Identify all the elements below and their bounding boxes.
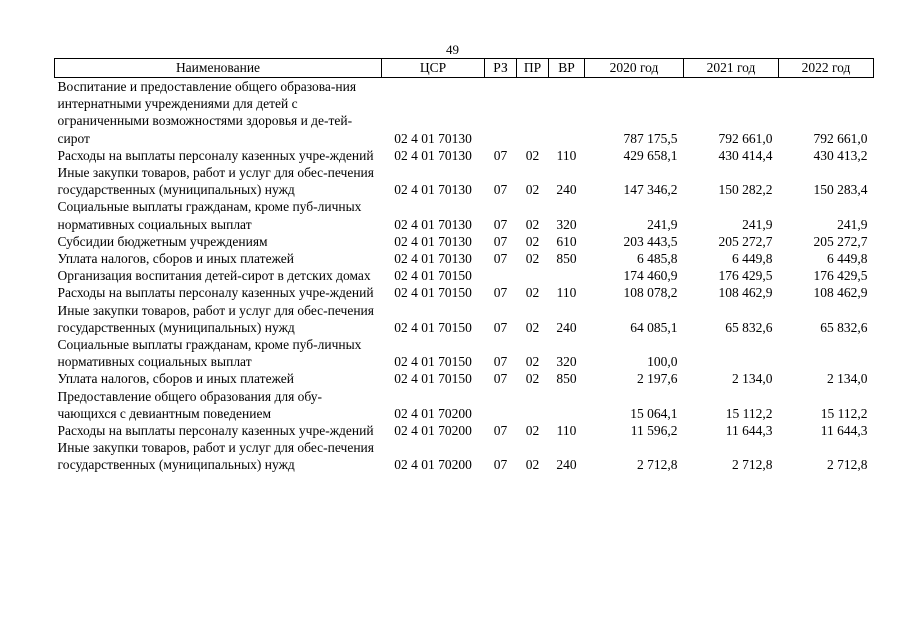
header-2021: 2021 год bbox=[684, 59, 779, 78]
row-name: Уплата налогов, сборов и иных платежей bbox=[57, 251, 294, 267]
table-row bbox=[55, 388, 874, 422]
row-vr: 240 bbox=[556, 182, 577, 198]
row-rz: 07 bbox=[493, 251, 508, 267]
row-name: Субсидии бюджетным учреждениям bbox=[57, 233, 268, 249]
table-row bbox=[55, 370, 874, 387]
row-pr: 02 bbox=[525, 457, 540, 473]
row-rz: 07 bbox=[493, 457, 508, 473]
row-rz bbox=[485, 388, 517, 422]
row-value-2021: 430 414,4 bbox=[718, 147, 773, 163]
row-vr: 850 bbox=[556, 251, 577, 267]
row-csr: 02 4 01 70200 bbox=[394, 457, 472, 473]
row-pr: 02 bbox=[525, 423, 540, 439]
row-value-2020: 429 658,1 bbox=[623, 147, 678, 163]
row-name: Иные закупки товаров, работ и услуг для обес-печения государственных (муниципальных) нужд bbox=[57, 440, 374, 473]
row-name: Социальные выплаты гражданам, кроме пуб-личных нормативных социальных выплат bbox=[57, 337, 362, 370]
header-2020: 2020 год bbox=[585, 59, 684, 78]
row-pr: 02 bbox=[525, 251, 540, 267]
row-rz: 07 bbox=[493, 371, 508, 387]
row-value-2020: 11 596,2 bbox=[630, 423, 678, 439]
row-vr: 110 bbox=[556, 147, 577, 163]
row-csr: 02 4 01 70130 bbox=[394, 182, 472, 198]
table-row bbox=[55, 439, 874, 473]
row-pr: 02 bbox=[525, 319, 540, 335]
row-csr: 02 4 01 70130 bbox=[394, 147, 472, 163]
row-value-2020: 100,0 bbox=[647, 354, 678, 370]
row-pr: 02 bbox=[525, 285, 540, 301]
row-pr: 02 bbox=[525, 354, 540, 370]
row-value-2021: 11 644,3 bbox=[725, 423, 773, 439]
row-value-2020: 787 175,5 bbox=[623, 130, 678, 146]
table-header-row bbox=[55, 59, 874, 78]
row-name: Воспитание и предоставление общего образова-ния интернатными учреждениями для детей с ограниченными возможностями здоровья и де-тей-сирот bbox=[57, 79, 357, 146]
row-value-2021: 2 712,8 bbox=[732, 457, 773, 473]
row-csr: 02 4 01 70130 bbox=[394, 216, 472, 232]
row-value-2020: 15 064,1 bbox=[630, 405, 678, 421]
row-value-2020: 203 443,5 bbox=[623, 233, 678, 249]
row-rz: 07 bbox=[493, 216, 508, 232]
budget-table bbox=[54, 58, 874, 474]
row-vr: 610 bbox=[556, 233, 577, 249]
row-csr: 02 4 01 70150 bbox=[394, 319, 472, 335]
row-csr: 02 4 01 70130 bbox=[394, 233, 472, 249]
table-row bbox=[55, 422, 874, 439]
row-pr bbox=[517, 267, 549, 284]
row-value-2021: 176 429,5 bbox=[718, 268, 773, 284]
row-rz: 07 bbox=[493, 285, 508, 301]
row-csr: 02 4 01 70130 bbox=[394, 130, 472, 146]
row-vr: 850 bbox=[556, 371, 577, 387]
row-rz bbox=[485, 78, 517, 147]
row-value-2022: 15 112,2 bbox=[820, 405, 868, 421]
row-value-2022: 108 462,9 bbox=[813, 285, 868, 301]
row-value-2020: 241,9 bbox=[647, 216, 678, 232]
row-vr: 110 bbox=[556, 423, 577, 439]
row-rz: 07 bbox=[493, 233, 508, 249]
row-value-2020: 174 460,9 bbox=[623, 268, 678, 284]
table-row bbox=[55, 302, 874, 336]
row-vr: 110 bbox=[556, 285, 577, 301]
row-value-2021: 65 832,6 bbox=[725, 319, 773, 335]
row-vr bbox=[549, 388, 585, 422]
row-value-2022: 2 134,0 bbox=[827, 371, 868, 387]
row-value-2022: 176 429,5 bbox=[813, 268, 868, 284]
row-pr bbox=[517, 78, 549, 147]
row-vr: 320 bbox=[556, 354, 577, 370]
row-rz: 07 bbox=[493, 182, 508, 198]
table-row bbox=[55, 233, 874, 250]
row-csr: 02 4 01 70150 bbox=[394, 268, 472, 284]
row-rz: 07 bbox=[493, 423, 508, 439]
row-pr: 02 bbox=[525, 233, 540, 249]
row-value-2021: 2 134,0 bbox=[732, 371, 773, 387]
row-csr: 02 4 01 70150 bbox=[394, 354, 472, 370]
row-value-2020: 108 078,2 bbox=[623, 285, 678, 301]
row-value-2021: 15 112,2 bbox=[725, 405, 773, 421]
row-value-2022: 430 413,2 bbox=[813, 147, 868, 163]
row-pr: 02 bbox=[525, 216, 540, 232]
page-number: 49 bbox=[446, 42, 459, 57]
row-vr: 240 bbox=[556, 457, 577, 473]
header-vr: ВР bbox=[549, 59, 585, 78]
row-name: Расходы на выплаты персоналу казенных учре-ждений bbox=[57, 423, 374, 439]
row-value-2022: 150 283,4 bbox=[813, 182, 868, 198]
row-vr bbox=[549, 78, 585, 147]
row-name: Социальные выплаты гражданам, кроме пуб-личных нормативных социальных выплат bbox=[57, 199, 362, 232]
header-2022: 2022 год bbox=[779, 59, 874, 78]
row-value-2020: 2 197,6 bbox=[637, 371, 678, 387]
row-name: Иные закупки товаров, работ и услуг для обес-печения государственных (муниципальных) нужд bbox=[57, 165, 374, 198]
table-row bbox=[55, 250, 874, 267]
row-value-2020: 6 485,8 bbox=[637, 251, 678, 267]
row-csr: 02 4 01 70150 bbox=[394, 371, 472, 387]
row-vr: 320 bbox=[556, 216, 577, 232]
row-name: Расходы на выплаты персоналу казенных учре-ждений bbox=[57, 147, 374, 163]
row-value-2022: 205 272,7 bbox=[813, 233, 868, 249]
row-csr: 02 4 01 70130 bbox=[394, 251, 472, 267]
row-value-2022 bbox=[779, 336, 874, 370]
row-csr: 02 4 01 70150 bbox=[394, 285, 472, 301]
table-row bbox=[55, 164, 874, 198]
table-row bbox=[55, 78, 874, 147]
row-value-2022: 11 644,3 bbox=[820, 423, 868, 439]
table-row bbox=[55, 198, 874, 232]
row-value-2022: 65 832,6 bbox=[820, 319, 868, 335]
row-value-2021: 150 282,2 bbox=[718, 182, 773, 198]
row-value-2020: 147 346,2 bbox=[623, 182, 678, 198]
row-value-2021: 108 462,9 bbox=[718, 285, 773, 301]
row-vr bbox=[549, 267, 585, 284]
row-pr: 02 bbox=[525, 371, 540, 387]
row-name: Предоставление общего образования для обу-чающихся с девиантным поведением bbox=[57, 388, 323, 421]
row-rz: 07 bbox=[493, 354, 508, 370]
row-pr: 02 bbox=[525, 182, 540, 198]
row-pr bbox=[517, 388, 549, 422]
table-row bbox=[55, 284, 874, 301]
row-name: Расходы на выплаты персоналу казенных учре-ждений bbox=[57, 285, 374, 301]
row-value-2021: 792 661,0 bbox=[718, 130, 773, 146]
row-value-2022: 241,9 bbox=[837, 216, 868, 232]
header-rz: РЗ bbox=[485, 59, 517, 78]
table-row bbox=[55, 336, 874, 370]
row-value-2022: 2 712,8 bbox=[827, 457, 868, 473]
table-body bbox=[55, 78, 874, 474]
row-name: Уплата налогов, сборов и иных платежей bbox=[57, 371, 294, 387]
row-name: Организация воспитания детей-сирот в детских домах bbox=[57, 268, 371, 284]
header-pr: ПР bbox=[517, 59, 549, 78]
row-rz: 07 bbox=[493, 319, 508, 335]
table-row bbox=[55, 267, 874, 284]
row-value-2022: 6 449,8 bbox=[827, 251, 868, 267]
row-value-2020: 2 712,8 bbox=[637, 457, 678, 473]
table-row bbox=[55, 147, 874, 164]
row-value-2021: 205 272,7 bbox=[718, 233, 773, 249]
row-value-2021: 6 449,8 bbox=[732, 251, 773, 267]
row-value-2021 bbox=[684, 336, 779, 370]
row-vr: 240 bbox=[556, 319, 577, 335]
row-csr: 02 4 01 70200 bbox=[394, 405, 472, 421]
header-name: Наименование bbox=[55, 59, 382, 78]
header-csr: ЦСР bbox=[382, 59, 485, 78]
row-value-2021: 241,9 bbox=[742, 216, 773, 232]
row-csr: 02 4 01 70200 bbox=[394, 423, 472, 439]
row-rz bbox=[485, 267, 517, 284]
row-value-2022: 792 661,0 bbox=[813, 130, 868, 146]
row-value-2020: 64 085,1 bbox=[630, 319, 678, 335]
row-name: Иные закупки товаров, работ и услуг для обес-печения государственных (муниципальных) нужд bbox=[57, 302, 374, 335]
row-pr: 02 bbox=[525, 147, 540, 163]
row-rz: 07 bbox=[493, 147, 508, 163]
